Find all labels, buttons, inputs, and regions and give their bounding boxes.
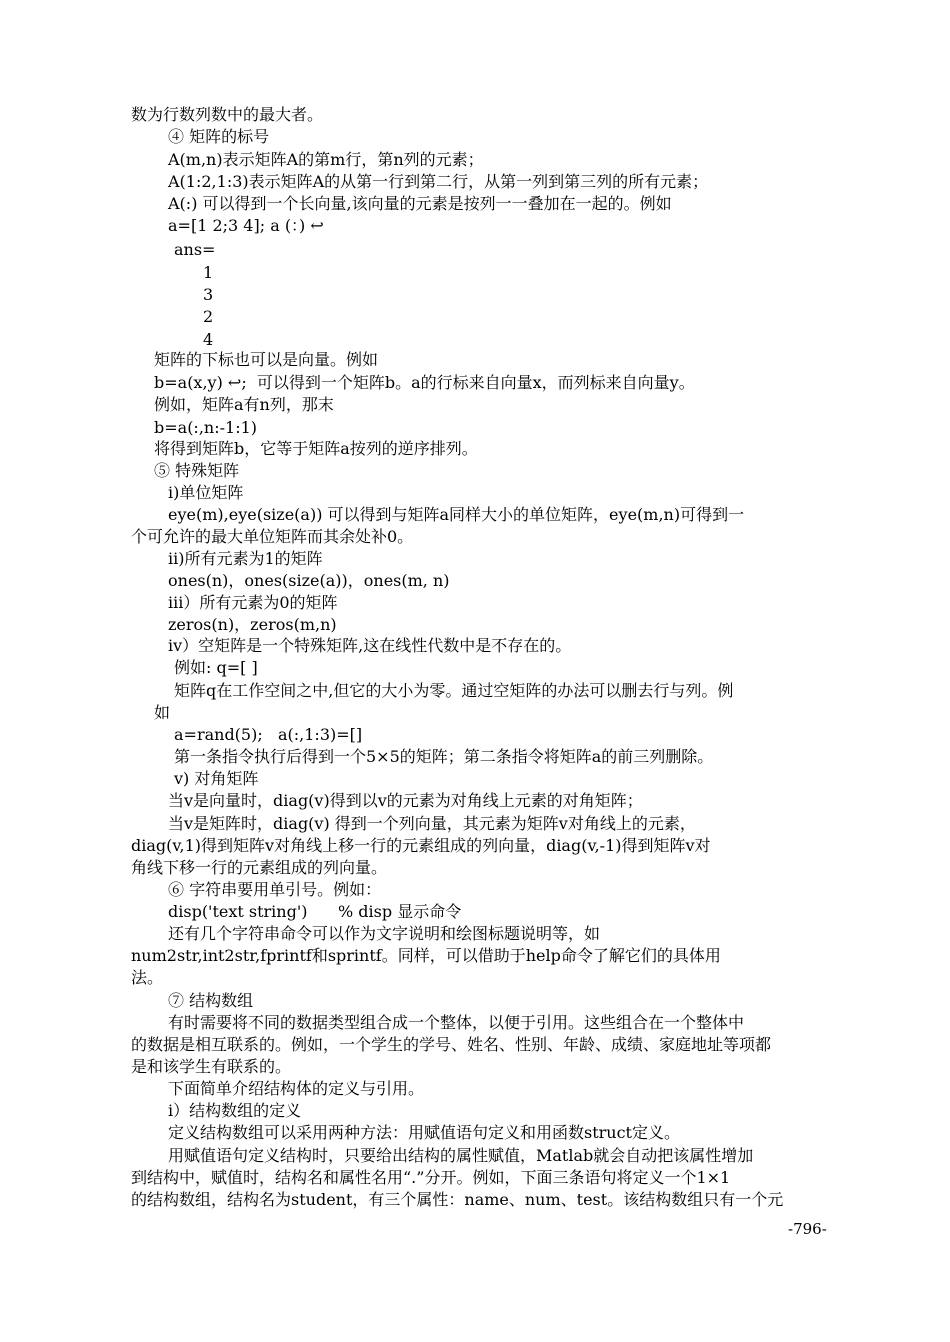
text-line: 到结构中，赋值时，结构名和属性名用“.”分开。例如，下面三条语句将定义一个1×1 bbox=[131, 1168, 731, 1187]
text-line: 数为行数列数中的最大者。 bbox=[131, 105, 324, 124]
text-line: 下面简单介绍结构体的定义与引用。 bbox=[168, 1079, 425, 1098]
code-line: ones(n)，ones(size(a))，ones(m, n) bbox=[168, 571, 450, 590]
text-line: 还有几个字符串命令可以作为文字说明和绘图标题说明等，如 bbox=[168, 924, 601, 943]
text-line: 用赋值语句定义结构时，只要给出结构的属性赋值，Matlab就会自动把该属性增加 bbox=[168, 1146, 754, 1165]
text-line: b=a(x,y) ↩; 可以得到一个矩阵b。a的行标来自向量x，而列标来自向量y。 bbox=[154, 373, 695, 392]
text-line: 当v是矩阵时，diag(v) 得到一个列向量，其元素为矩阵v对角线上的元素， bbox=[168, 814, 696, 833]
section-heading: ⑦ 结构数组 bbox=[168, 991, 254, 1010]
code-line: a=[1 2;3 4]; a (：) ↩ bbox=[168, 216, 324, 235]
text-line: 将得到矩阵b，它等于矩阵a按列的逆序排列。 bbox=[154, 439, 478, 458]
subsection-heading: iii）所有元素为0的矩阵 bbox=[168, 593, 338, 612]
code-line: b=a(:,n:-1:1) bbox=[154, 418, 257, 437]
code-output: 3 bbox=[203, 285, 214, 304]
code-line: ans= bbox=[174, 240, 216, 259]
text-line: 的结构数组，结构名为student，有三个属性：name、num、test。该结构数组只有一个元 bbox=[131, 1190, 784, 1209]
text-line: A(:) 可以得到一个长向量,该向量的元素是按列一一叠加在一起的。例如 bbox=[168, 194, 672, 213]
text-line: iv）空矩阵是一个特殊矩阵,这在线性代数中是不存在的。 bbox=[168, 636, 572, 655]
code-output: 4 bbox=[203, 330, 214, 349]
text-line: 有时需要将不同的数据类型组合成一个整体，以便于引用。这些组合在一个整体中 bbox=[168, 1013, 745, 1032]
text-line: num2str,int2str,fprintf和sprintf。同样，可以借助于help命令了解它们的具体用 bbox=[131, 946, 721, 965]
subsection-heading: ii)所有元素为1的矩阵 bbox=[168, 549, 323, 568]
code-line: a=rand(5); a(:,1:3)=[] bbox=[174, 725, 363, 744]
text-line: 角线下移一行的元素组成的列向量。 bbox=[131, 858, 388, 877]
section-heading: ④ 矩阵的标号 bbox=[168, 127, 270, 146]
text-line: 第一条指令执行后得到一个5×5的矩阵；第二条指令将矩阵a的前三列删除。 bbox=[174, 747, 714, 766]
text-line: 当v是向量时，diag(v)得到以v的元素为对角线上元素的对角矩阵； bbox=[168, 791, 643, 810]
text-line: 例如: q=[ ] bbox=[174, 658, 258, 677]
subsection-heading: v) 对角矩阵 bbox=[174, 769, 259, 788]
subsection-heading: i）结构数组的定义 bbox=[168, 1101, 302, 1120]
text-line: 是和该学生有联系的。 bbox=[131, 1057, 292, 1076]
subsection-heading: i)单位矩阵 bbox=[168, 483, 244, 502]
code-output: 1 bbox=[203, 263, 214, 282]
section-heading: ⑤ 特殊矩阵 bbox=[154, 461, 240, 480]
text-line: 矩阵q在工作空间之中,但它的大小为零。通过空矩阵的办法可以删去行与列。例 bbox=[174, 681, 734, 700]
page-number: -796- bbox=[788, 1220, 827, 1238]
section-heading: ⑥ 字符串要用单引号。例如： bbox=[168, 880, 382, 899]
text-line: diag(v,1)得到矩阵v对角线上移一行的元素组成的列向量，diag(v,-1)得到矩阵v对 bbox=[131, 836, 711, 855]
text-line: 定义结构数组可以采用两种方法：用赋值语句定义和用函数struct定义。 bbox=[168, 1123, 680, 1142]
text-line: eye(m),eye(size(a)) 可以得到与矩阵a同样大小的单位矩阵，eye(m,n)可得到一 bbox=[168, 505, 745, 524]
text-line: 的数据是相互联系的。例如，一个学生的学号、姓名、性别、年龄、成绩、家庭地址等项都 bbox=[131, 1035, 772, 1054]
code-line: disp('text string') % disp 显示命令 bbox=[168, 902, 462, 921]
code-line: zeros(n)，zeros(m,n) bbox=[168, 615, 337, 634]
text-line: A(1:2,1:3)表示矩阵A的从第一行到第二行，从第一列到第三列的所有元素； bbox=[168, 172, 709, 191]
text-line: 矩阵的下标也可以是向量。例如 bbox=[154, 350, 379, 369]
text-line: 如 bbox=[154, 703, 171, 722]
text-line: 法。 bbox=[131, 968, 164, 987]
text-line: 例如，矩阵a有n列，那末 bbox=[154, 395, 334, 414]
text-line: 个可允许的最大单位矩阵而其余处补0。 bbox=[131, 527, 414, 546]
text-line: A(m,n)表示矩阵A的第m行，第n列的元素； bbox=[168, 150, 484, 169]
code-output: 2 bbox=[203, 307, 214, 326]
